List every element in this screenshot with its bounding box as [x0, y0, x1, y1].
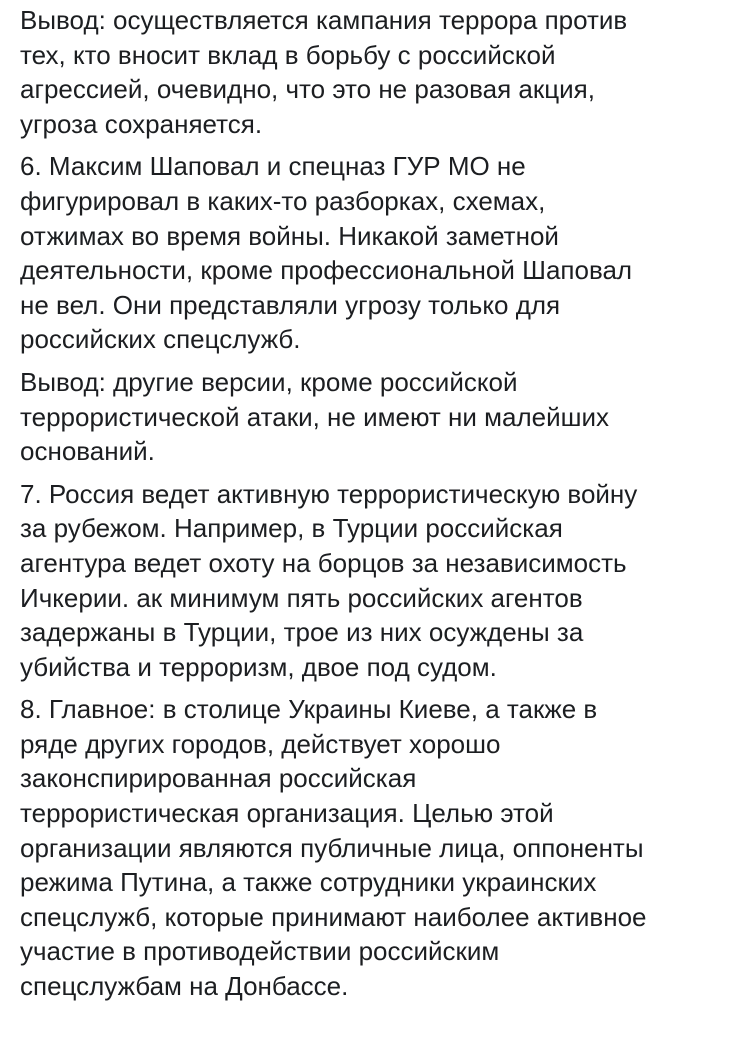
text-line: убийства и терроризм, двое под судом. [20, 651, 497, 682]
text-line: 8. Главное: в столице Украины Киеве, а также в [20, 694, 598, 725]
text-line: ряде других городов, действует хорошо [20, 728, 501, 759]
text-line: спецслужб, которые принимают наиболее активное [20, 901, 647, 932]
paragraph-point-7 [20, 477, 740, 685]
paragraph-conclusion-terror-campaign [20, 3, 740, 141]
text-line: организации являются публичные лица, оппоненты [20, 832, 644, 863]
text-line: не вел. Они представляли угрозу только для [20, 289, 561, 320]
text-line: фигурировал в каких-то разборках, схемах, [20, 185, 546, 216]
text-line: за рубежом. Например, в Турции российская [20, 513, 563, 544]
paragraph-point-8 [20, 692, 740, 1003]
post-text [20, 3, 740, 1012]
text-line: оснований. [20, 436, 155, 467]
text-line: 7. Россия ведет активную террористическую войну [20, 478, 638, 509]
text-line: Ичкерии. ак минимум пять российских агентов [20, 582, 583, 613]
text-line: законспирированная российская [20, 763, 417, 794]
paragraph-conclusion-other-versions [20, 365, 740, 469]
text-line: террористическая организация. Целью этой [20, 798, 554, 829]
text-line: участие в противодействии российским [20, 936, 500, 967]
text-line: Вывод: осуществляется кампания террора против [20, 5, 628, 35]
text-line: деятельности, кроме профессиональной Шаповал [20, 255, 633, 286]
paragraph-point-6 [20, 149, 740, 357]
text-line: отжимах во время войны. Никакой заметной [20, 220, 559, 251]
text-line: угроза сохраняется. [20, 108, 263, 139]
text-line: террористической атаки, не имеют ни малейших [20, 401, 609, 432]
text-line: тех, кто вносит вклад в борьбу с российской [20, 39, 556, 70]
text-line: агрессией, очевидно, что это не разовая акция, [20, 74, 595, 105]
text-line: российских спецслужб. [20, 324, 301, 355]
text-line: агентура ведет охоту на борцов за независимость [20, 547, 627, 578]
text-line: 6. Максим Шаповал и спецназ ГУР МО не [20, 151, 526, 182]
text-line: режима Путина, а также сотрудники украинских [20, 867, 597, 898]
text-line: задержаны в Турции, трое из них осуждены за [20, 617, 584, 648]
text-line: спецслужбам на Донбассе. [20, 971, 349, 1002]
text-line: Вывод: другие версии, кроме российской [20, 366, 518, 397]
